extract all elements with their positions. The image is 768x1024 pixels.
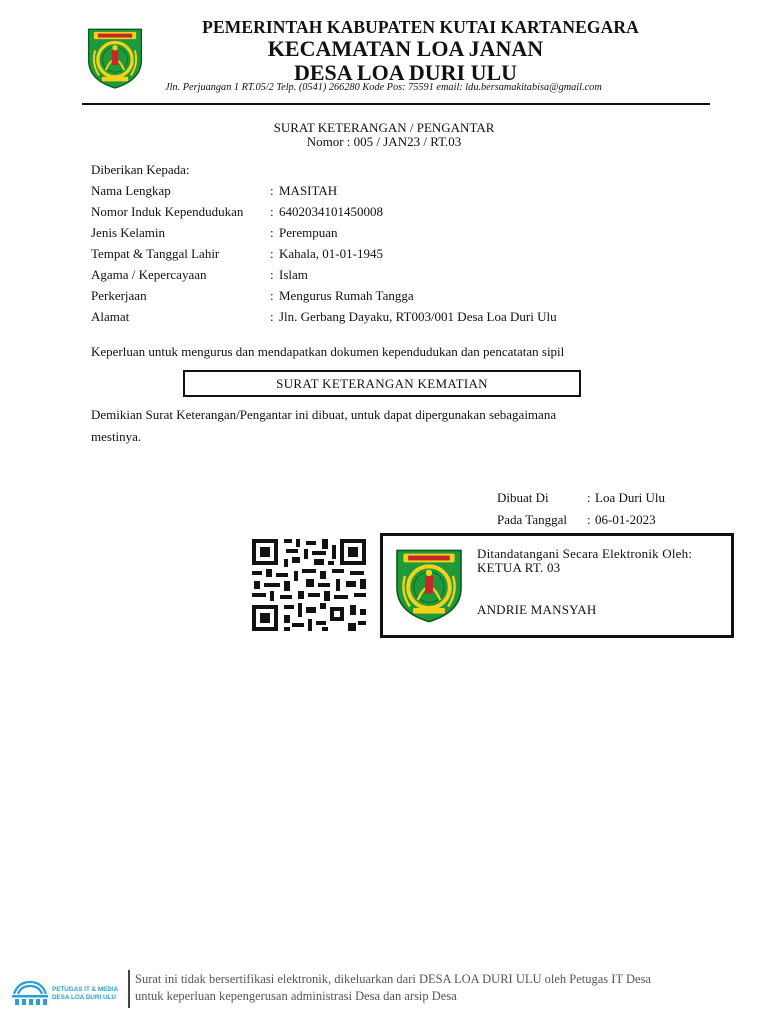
field-value: Islam — [279, 267, 308, 282]
header-district: KECAMATAN LOA JANAN — [267, 36, 544, 61]
field-label: Agama / Kepercayaan — [91, 267, 207, 282]
field-separator: : — [270, 288, 274, 303]
header-address: Jln. Perjuangan 1 RT.05/2 Telp. (0541) 266280 Kode Pos: 75591 email: ldu.bersamakitabisa@gmail.com — [165, 82, 602, 93]
signer-name: ANDRIE MANSYAH — [477, 602, 597, 617]
field-separator: : — [587, 512, 591, 527]
header-village: DESA LOA DURI ULU — [293, 60, 518, 85]
emblem-icon — [389, 544, 469, 624]
footer-logo-line1: PETUGAS IT & MEDIA — [52, 986, 119, 993]
closing-text-line1: Demikian Surat Keterangan/Pengantar ini dibuat, untuk dapat dipergunakan sebagaimana — [91, 407, 557, 422]
field-label: Nama Lengkap — [91, 183, 171, 198]
header-government: PEMERINTAH KABUPATEN KUTAI KARTANEGARA — [202, 17, 639, 37]
field-separator: : — [270, 204, 274, 219]
purpose-text: Keperluan untuk mengurus dan mendapatkan dokumen kependudukan dan pencatatan sipil — [91, 344, 565, 359]
document-type-label: SURAT KETERANGAN KEMATIAN — [276, 375, 488, 391]
field-separator: : — [270, 309, 274, 324]
petugas-it-logo-icon — [10, 976, 124, 1006]
field-label: Tempat & Tanggal Lahir — [91, 246, 220, 261]
field-separator: : — [270, 246, 274, 261]
field-value: MASITAH — [279, 183, 338, 198]
emblem-icon — [82, 24, 148, 90]
field-label: Alamat — [91, 309, 130, 324]
footer-logo-line2: DESA LOA DURI ULU — [52, 994, 116, 1001]
signer-position: KETUA RT. 03 — [477, 560, 561, 575]
date-value: 06-01-2023 — [595, 512, 656, 527]
field-value: Perempuan — [279, 225, 338, 240]
qr-code-icon — [250, 537, 368, 633]
intro-text: Diberikan Kepada: — [91, 162, 190, 177]
field-separator: : — [270, 267, 274, 282]
footer-note-line1: Surat ini tidak bersertifikasi elektronik, dikeluarkan dari DESA LOA DURI ULU oleh Petugas IT Desa — [135, 972, 651, 986]
document-type-box — [183, 370, 581, 397]
field-label: Jenis Kelamin — [91, 225, 166, 240]
place-value: Loa Duri Ulu — [595, 490, 666, 505]
date-label: Pada Tanggal — [497, 512, 567, 527]
field-value: Jln. Gerbang Dayaku, RT003/001 Desa Loa Duri Ulu — [279, 309, 557, 324]
field-separator: : — [587, 490, 591, 505]
closing-text-line2: mestinya. — [91, 429, 142, 444]
footer-divider — [128, 970, 130, 1008]
field-value: Kahala, 01-01-1945 — [279, 246, 383, 261]
field-value: 6402034101450008 — [279, 204, 383, 219]
footer-note-line2: untuk keperluan kepengerusan administrasi Desa dan arsip Desa — [135, 989, 457, 1003]
document-number: Nomor : 005 / JAN23 / RT.03 — [306, 134, 462, 149]
header-divider — [82, 103, 710, 105]
field-label: Perkerjaan — [91, 288, 147, 303]
document-title: SURAT KETERANGAN / PENGANTAR — [273, 120, 495, 135]
signed-by-label: Ditandatangani Secara Elektronik Oleh: — [477, 546, 693, 561]
field-label: Nomor Induk Kependudukan — [91, 204, 244, 219]
field-separator: : — [270, 225, 274, 240]
field-value: Mengurus Rumah Tangga — [279, 288, 414, 303]
field-separator: : — [270, 183, 274, 198]
place-label: Dibuat Di — [497, 490, 549, 505]
